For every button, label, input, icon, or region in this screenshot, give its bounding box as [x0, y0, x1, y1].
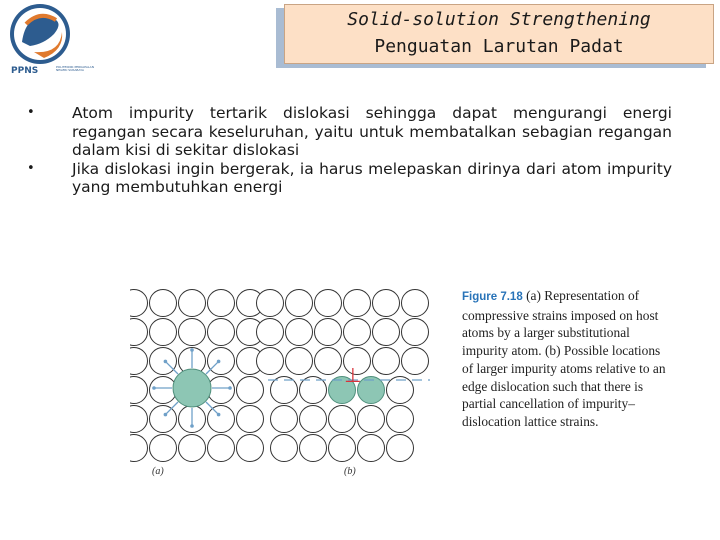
host-atom: [150, 348, 177, 375]
host-atom: [402, 348, 429, 375]
title-line-1: Solid-solution Strengthening: [347, 9, 651, 30]
slide-title: [284, 4, 714, 64]
figure-caption: [462, 287, 674, 431]
host-atom: [257, 348, 284, 375]
host-atom: [402, 319, 429, 346]
dislocation-symbol: ⊥: [344, 363, 362, 387]
host-atom: [329, 435, 356, 462]
caption-lead: Figure 7.18: [462, 291, 523, 303]
bullet-text: Jika dislokasi ingin bergerak, ia harus melepaskan dirinya dari atom impurity yang membutuhkan energi: [72, 159, 672, 196]
host-atom: [358, 406, 385, 433]
host-atom: [130, 377, 148, 404]
host-atom: [315, 319, 342, 346]
host-atom: [373, 348, 400, 375]
bullet-text: Atom impurity tertarik dislokasi sehingga dapat mengurangi energi regangan secara keseluruhan, yaitu untuk membatalkan sebagian regangan dalam kisi di sekitar dislokasi: [72, 104, 672, 159]
host-atom: [150, 435, 177, 462]
host-atom: [329, 406, 356, 433]
host-atom: [130, 348, 148, 375]
host-atom: [387, 435, 414, 462]
host-atom: [300, 435, 327, 462]
lattice-a: [130, 290, 264, 462]
figure-label-a: (a): [152, 466, 164, 477]
host-atom: [130, 406, 148, 433]
host-atom: [358, 435, 385, 462]
lattice-b: [257, 290, 429, 462]
host-atom: [387, 406, 414, 433]
host-atom: [271, 435, 298, 462]
host-atom: [300, 406, 327, 433]
host-atom: [344, 319, 371, 346]
host-atom: [208, 319, 235, 346]
host-atom: [179, 319, 206, 346]
strain-arrowhead: [164, 413, 168, 417]
host-atom: [402, 290, 429, 317]
host-atom: [257, 290, 284, 317]
host-atom: [208, 290, 235, 317]
figure-label-b: (b): [344, 466, 356, 477]
host-atom: [373, 319, 400, 346]
bullet-marker: •: [27, 160, 35, 176]
host-atom: [208, 406, 235, 433]
bullet-marker: •: [27, 105, 35, 120]
caption-text: (a) Representation of compressive strains imposed on host atoms by a larger substitutional impurity atom. (b) Possible locations of larger impurity atoms relative to an edge dislocation such that there is partial cancellation of impurity–dislocation lattice strains.: [462, 288, 666, 429]
strain-arrowhead: [164, 360, 168, 364]
strain-arrowhead: [152, 386, 156, 390]
impurity-atom: [173, 369, 211, 407]
strain-arrowhead: [190, 348, 194, 352]
host-atom: [208, 348, 235, 375]
host-atom: [286, 290, 313, 317]
host-atom: [130, 290, 148, 317]
strain-arrowhead: [217, 413, 221, 417]
host-atom: [344, 290, 371, 317]
logo-label: PPNS: [11, 66, 39, 76]
host-atom: [315, 290, 342, 317]
host-atom: [179, 290, 206, 317]
title-line-2: Penguatan Larutan Padat: [374, 36, 624, 57]
host-atom: [315, 348, 342, 375]
host-atom: [208, 435, 235, 462]
host-atom: [257, 319, 284, 346]
host-atom: [286, 319, 313, 346]
host-atom: [237, 406, 264, 433]
host-atom: [150, 319, 177, 346]
host-atom: [373, 290, 400, 317]
bullet-list: [24, 104, 672, 197]
host-atom: [130, 435, 148, 462]
bullet-item: [24, 104, 672, 160]
ppns-logo: [4, 2, 94, 78]
host-atom: [150, 406, 177, 433]
host-atom: [286, 348, 313, 375]
host-atom: [237, 435, 264, 462]
host-atom: [208, 377, 235, 404]
bullet-item: [24, 160, 672, 197]
host-atom: [271, 406, 298, 433]
strain-arrowhead: [190, 424, 194, 428]
strain-arrowhead: [228, 386, 232, 390]
strain-arrowhead: [217, 360, 221, 364]
logo-subtext: POLITEKNIK PERKAPALAN NEGERI SURABAYA: [56, 65, 94, 73]
host-atom: [130, 319, 148, 346]
host-atom: [150, 290, 177, 317]
host-atom: [150, 377, 177, 404]
host-atom: [179, 435, 206, 462]
host-atom: [237, 377, 264, 404]
